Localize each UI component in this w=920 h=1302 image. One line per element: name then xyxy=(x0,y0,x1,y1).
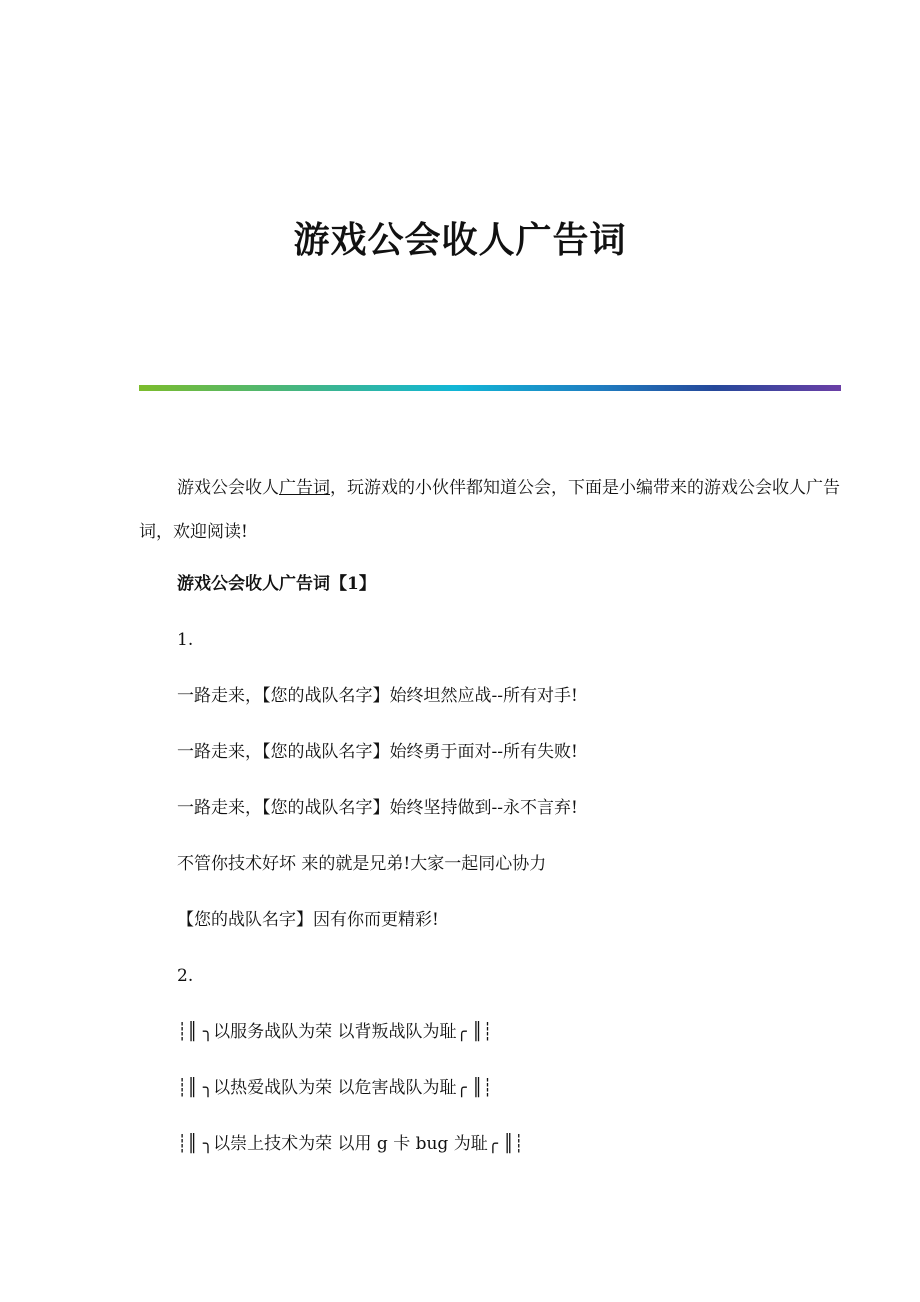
page-title: 游戏公会收人广告词 xyxy=(293,219,627,261)
list-item: 【您的战队名字】因有你而更精彩! xyxy=(177,910,439,930)
list-item: 一路走来，【您的战队名字】始终坚持做到--永不言弃! xyxy=(177,798,578,818)
list-item: 不管你技术好坏 来的就是兄弟!大家一起同心协力 xyxy=(177,854,547,874)
gradient-divider xyxy=(139,385,841,391)
section-heading: 游戏公会收人广告词【1】 xyxy=(177,574,376,594)
intro-text-before: 游戏公会收人 xyxy=(177,478,279,498)
intro-text-after: ，玩游戏的小伙伴都知道公会，下面是小编带来的游戏公会收人广告词，欢迎阅读! xyxy=(139,478,840,542)
list-item: ┊║ ╮以热爱战队为荣 以危害战队为耻╭ ║┊ xyxy=(177,1078,493,1098)
intro-paragraph xyxy=(139,466,841,554)
document-body xyxy=(139,466,841,1182)
list-item: 一路走来，【您的战队名字】始终坦然应战--所有对手! xyxy=(177,686,578,706)
list-item: 1. xyxy=(177,630,194,650)
list-item: ┊║ ╮以服务战队为荣 以背叛战队为耻╭ ║┊ xyxy=(177,1022,493,1042)
list-item: 一路走来，【您的战队名字】始终勇于面对--所有失败! xyxy=(177,742,578,762)
list-item: ┊║ ╮以崇上技术为荣 以用 g 卡 bug 为耻╭ ║┊ xyxy=(177,1134,524,1154)
list-item: 2. xyxy=(177,966,194,986)
intro-link[interactable]: 广告词 xyxy=(279,478,330,498)
